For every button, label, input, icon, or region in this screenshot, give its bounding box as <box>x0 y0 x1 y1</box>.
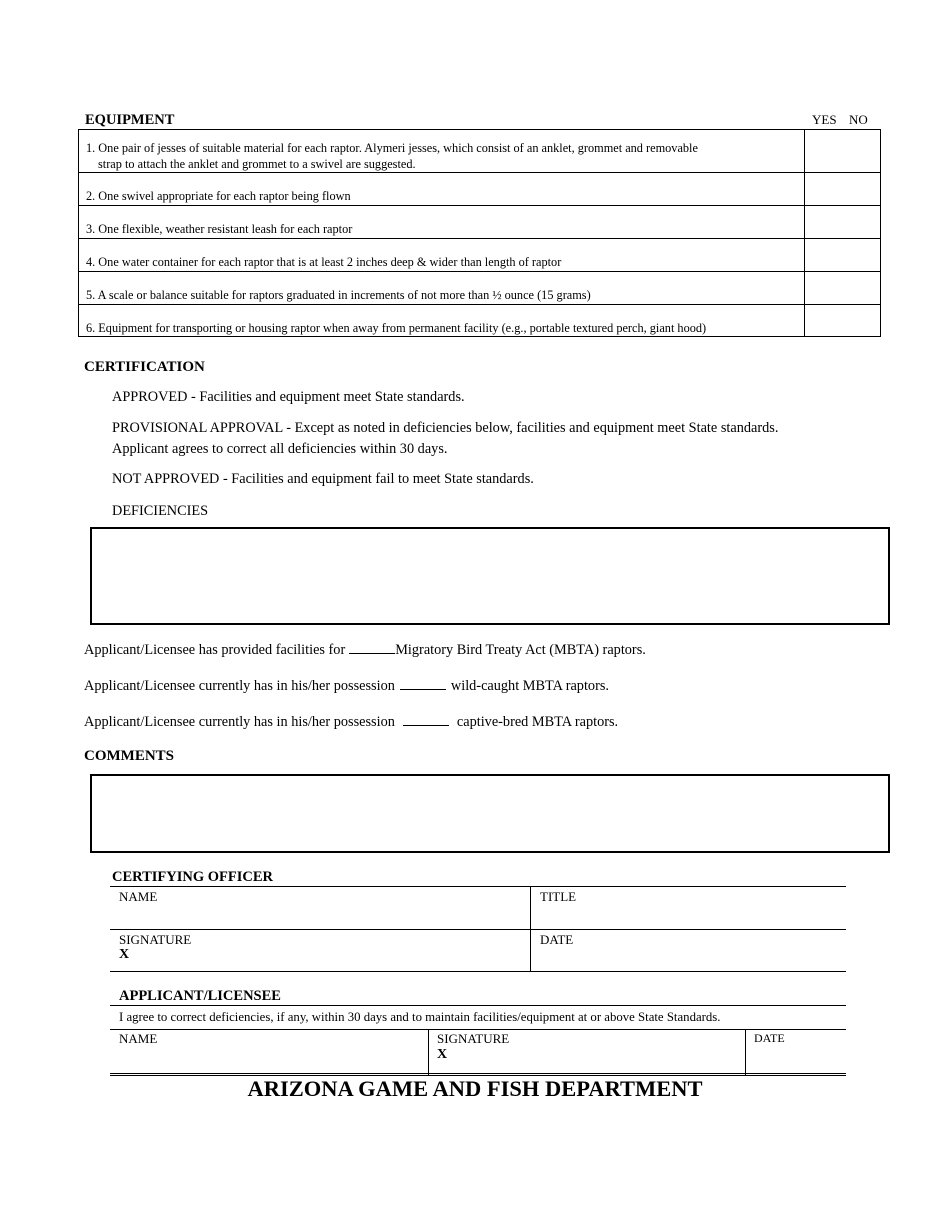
facilities-statement-suffix: Migratory Bird Treaty Act (MBTA) raptors. <box>395 642 646 658</box>
equipment-item-text: 6. Equipment for transporting or housing raptor when away from permanent facility (e.g., portable textured perch, giant hood) <box>86 321 707 335</box>
no-column-label: NO <box>849 112 868 127</box>
facilities-statement <box>84 640 646 659</box>
officer-name-field[interactable] <box>110 887 530 929</box>
deficiencies-label: DEFICIENCIES <box>112 503 209 519</box>
certification-heading: CERTIFICATION <box>84 359 205 375</box>
yes-no-checkbox-cell[interactable] <box>804 130 881 173</box>
equipment-row <box>79 304 880 336</box>
applicant-signature-label: SIGNATURE <box>437 1031 510 1046</box>
equipment-item-text: 3. One flexible, weather resistant leash for each raptor <box>86 222 353 236</box>
applicant-signature-field[interactable] <box>429 1030 745 1074</box>
wild-caught-statement <box>84 676 609 695</box>
officer-signature-mark: X <box>119 947 130 962</box>
certifying-officer-heading: CERTIFYING OFFICER <box>112 869 274 885</box>
applicant-signature-mark: X <box>437 1047 448 1062</box>
equipment-row <box>79 172 880 206</box>
yes-no-checkbox-cell[interactable] <box>804 272 881 305</box>
officer-date-label: DATE <box>540 932 574 947</box>
approved-option[interactable]: APPROVED - Facilities and equipment meet State standards. <box>112 389 465 405</box>
facilities-count-blank[interactable] <box>349 640 395 654</box>
comments-heading: COMMENTS <box>84 748 174 764</box>
comments-field[interactable] <box>90 774 890 853</box>
applicant-licensee-table <box>110 1005 846 1076</box>
applicant-date-field[interactable] <box>746 1030 846 1074</box>
captive-bred-statement-suffix: captive-bred MBTA raptors. <box>456 714 619 730</box>
equipment-row <box>79 271 880 305</box>
applicant-name-label: NAME <box>119 1031 158 1046</box>
officer-name-label: NAME <box>119 889 158 904</box>
equipment-item-text: 2. One swivel appropriate for each raptor being flown <box>86 189 351 203</box>
not-approved-option[interactable]: NOT APPROVED - Facilities and equipment fail to meet State standards. <box>112 471 534 487</box>
equipment-row <box>79 205 880 239</box>
officer-title-field[interactable] <box>531 887 846 929</box>
yes-no-checkbox-cell[interactable] <box>804 305 881 336</box>
applicant-name-field[interactable] <box>110 1030 428 1074</box>
equipment-item-line: strap to attach the anklet and grommet to a swivel are suggested. <box>98 157 416 171</box>
equipment-item-text: 5. A scale or balance suitable for raptors graduated in increments of not more than ½ ounce (15 grams) <box>86 288 591 302</box>
agreement-statement: I agree to correct deficiencies, if any, within 30 days and to maintain facilities/equipment at or above State Standards. <box>119 1010 721 1024</box>
applicant-date-label: DATE <box>754 1031 785 1045</box>
equipment-heading: EQUIPMENT <box>85 112 175 128</box>
equipment-item-text: 4. One water container for each raptor that is at least 2 inches deep & wider than length of raptor <box>86 255 562 269</box>
wild-caught-count-blank[interactable] <box>400 676 446 690</box>
wild-caught-statement-suffix: wild-caught MBTA raptors. <box>450 678 609 694</box>
equipment-table <box>78 129 881 337</box>
applicant-licensee-heading: APPLICANT/LICENSEE <box>119 988 281 1004</box>
captive-bred-statement <box>84 712 618 731</box>
wild-caught-statement-prefix: Applicant/Licensee currently has in his/her possession <box>84 678 395 694</box>
equipment-row <box>79 130 880 173</box>
department-title: ARIZONA GAME AND FISH DEPARTMENT <box>247 1076 703 1101</box>
equipment-item-line: 1. One pair of jesses of suitable material for each raptor. Alymeri jesses, which consist of an anklet, grommet and removable <box>86 141 698 155</box>
yes-no-checkbox-cell[interactable] <box>804 206 881 239</box>
equipment-row <box>79 238 880 272</box>
provisional-approval-option[interactable]: PROVISIONAL APPROVAL - Except as noted in deficiencies below, facilities and equipment meet State standards. Applicant agrees to correct all deficiencies within 30 days. <box>112 420 779 457</box>
yes-column-label: YES <box>812 112 837 127</box>
captive-bred-count-blank[interactable] <box>403 712 449 726</box>
certifying-officer-table <box>110 886 846 972</box>
yes-no-checkbox-cell[interactable] <box>804 239 881 272</box>
deficiencies-field[interactable] <box>90 527 890 625</box>
facilities-statement-prefix: Applicant/Licensee has provided facilities for <box>84 642 346 658</box>
captive-bred-statement-prefix: Applicant/Licensee currently has in his/her possession <box>84 714 395 730</box>
officer-date-field[interactable] <box>531 930 846 972</box>
officer-signature-label: SIGNATURE <box>119 932 192 947</box>
officer-title-label: TITLE <box>540 889 577 904</box>
officer-signature-field[interactable] <box>110 930 530 972</box>
equipment-item-text <box>86 140 796 172</box>
yes-no-checkbox-cell[interactable] <box>804 173 881 206</box>
